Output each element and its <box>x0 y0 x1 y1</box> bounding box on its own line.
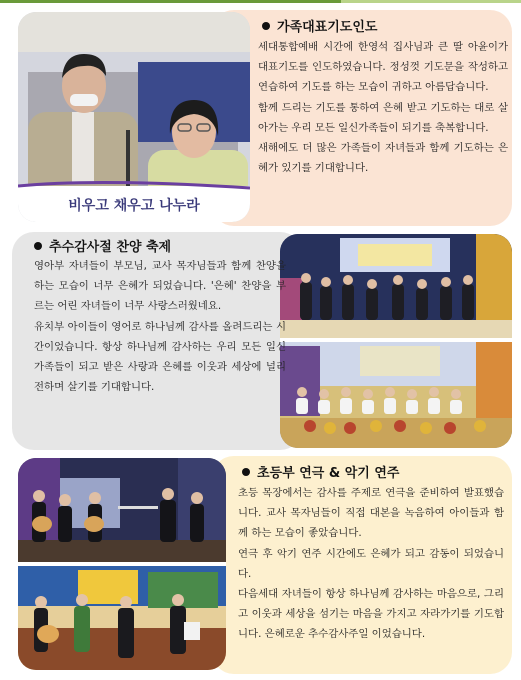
paragraph: 새해에도 더 많은 가족들이 자녀들과 함께 기도하는 은혜가 있기를 기대합니다. <box>258 142 508 175</box>
section-title <box>262 16 377 35</box>
section-body <box>34 256 286 397</box>
section-elementary-drama <box>12 456 512 674</box>
bullet-icon <box>242 468 250 476</box>
photo-praise-festival <box>280 234 512 448</box>
paragraph: 세대통합예배 시간에 한영석 집사님과 큰 딸 아윤이가 대표기도를 인도하였습니다. 정성껏 기도문을 작성하고 연습하여 기도를 하는 모습이 귀하고 아름답습니다. <box>258 41 508 94</box>
section-body <box>238 483 504 645</box>
section-title-text: 추수감사절 찬양 축제 <box>49 240 172 255</box>
photo-drama-concert <box>18 458 226 670</box>
paragraph: 유치부 아이들이 영어로 하나님께 감사를 올려드리는 시간이었습니다. 항상 하나님께 감사하는 우리 모든 일신가족들이 되고 받은 사랑과 은혜를 이웃과 세상에 널리 전하며 살기를 기대합니다. <box>34 320 286 394</box>
paragraph: 함께 드리는 기도를 통하여 은혜 받고 기도하는 대로 살아가는 우리 모든 일신가족들이 되기를 축복합니다. <box>258 101 508 134</box>
paragraph: 초등 목장에서는 감사를 주제로 연극을 준비하여 발표했습니다. 교사 목자님들이 직접 대본을 녹음하여 아이들과 함께 하는 모습이 좋았습니다. <box>238 487 504 540</box>
top-rule-accent <box>341 0 521 3</box>
bullet-icon <box>262 22 270 30</box>
photo-family-prayer <box>18 12 250 222</box>
section-title-text: 가족대표기도인도 <box>277 20 378 35</box>
photo-drama-concert-image <box>18 458 226 670</box>
section-family-prayer <box>12 10 512 226</box>
section-thanksgiving-praise <box>12 232 512 450</box>
banner-text: 비우고 채우고 나누라 <box>68 198 200 214</box>
paragraph: 영아부 자녀들이 부모님, 교사 목자님들과 함께 찬양을 하는 모습이 너무 은혜가 되었습니다. '은혜' 찬양을 부르는 어린 자녀들이 너무 사랑스러웠네요. <box>34 260 286 313</box>
bullet-icon <box>34 242 42 250</box>
section-title <box>34 236 171 255</box>
photo-praise-festival-image <box>280 234 512 448</box>
section-title <box>242 462 399 481</box>
photo-family-prayer-image <box>18 12 250 222</box>
paragraph: 다음세대 자녀들이 항상 하나님께 감사하는 마음으로, 그리고 이웃과 세상을 섬기는 마음을 가지고 자라가기를 기도합니다. 은혜로운 추수감사주일 이었습니다. <box>238 588 504 641</box>
section-title-text: 초등부 연극 & 악기 연주 <box>257 466 400 481</box>
section-body <box>258 37 508 178</box>
paragraph: 연극 후 악기 연주 시간에도 은혜가 되고 감동이 되었습니다. <box>238 547 504 580</box>
